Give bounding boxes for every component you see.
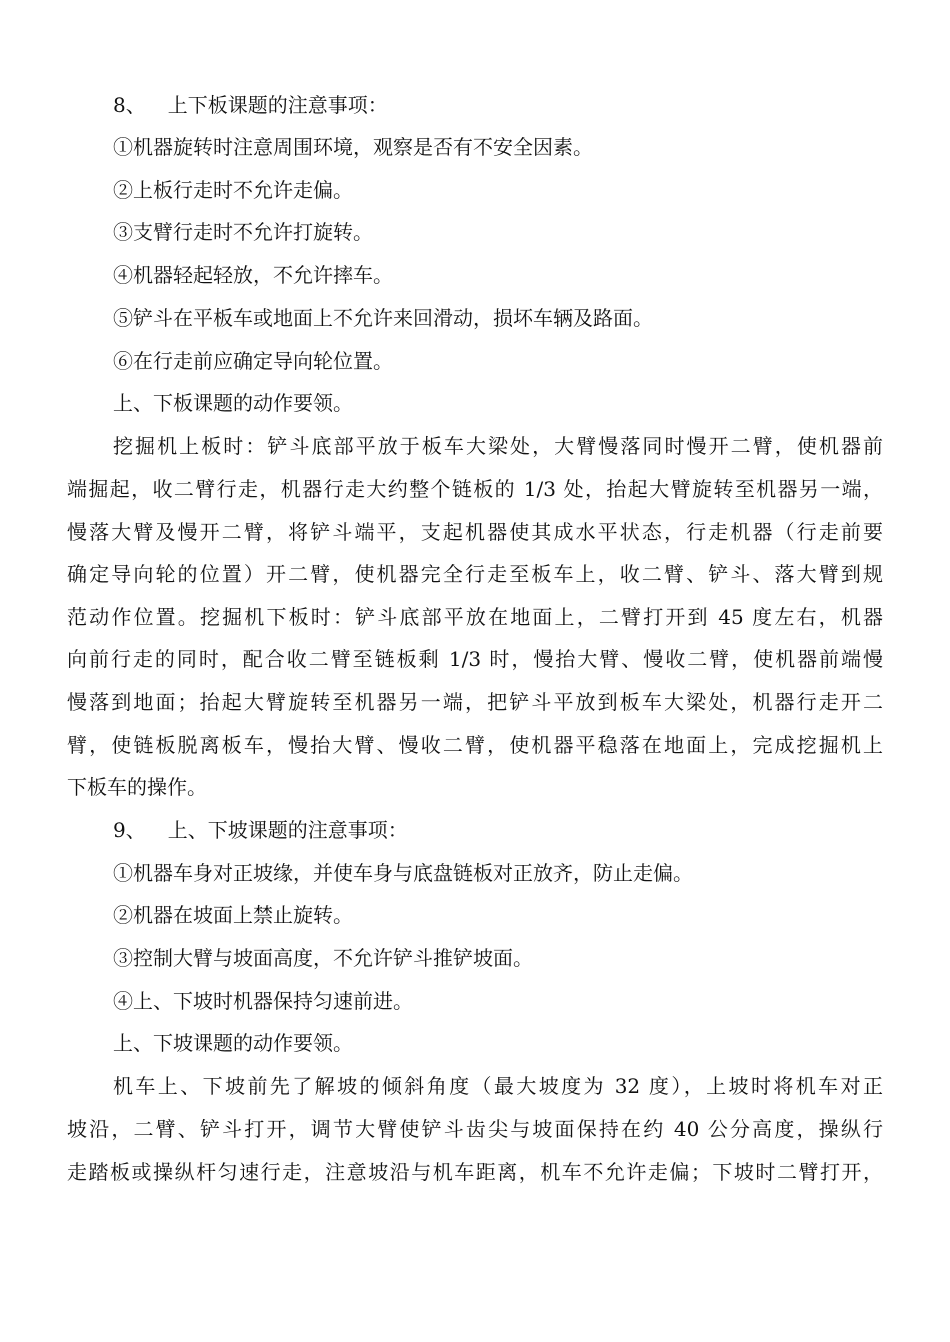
section-8-method-paragraph — [113, 425, 883, 468]
section-8-heading — [113, 84, 388, 127]
section-9-item-4: ④上、下坡时机器保持匀速前进。 — [113, 989, 413, 1013]
section-8-item-2: ②上板行走时不允许走偏。 — [113, 178, 353, 202]
section-9-heading — [113, 809, 408, 852]
section-8-item-5: ⑤铲斗在平板车或地面上不允许来回滑动，损坏车辆及路面。 — [113, 306, 653, 330]
section-9-item-2: ②机器在坡面上禁止旋转。 — [113, 903, 353, 927]
section-9-method-paragraph-cont — [67, 1108, 883, 1193]
section-8-method-title: 上、下板课题的动作要领。 — [113, 391, 353, 415]
paragraph-line: 慢落到地面；抬起大臂旋转至机器另一端，把铲斗平放到板车大梁处，机器行走开二 — [67, 689, 883, 714]
section-8-title: 上下板课题的注意事项： — [167, 93, 388, 117]
section-8-item-6: ⑥在行走前应确定导向轮位置。 — [113, 349, 393, 373]
paragraph-line: 走踏板或操纵杆匀速行走，注意坡沿与机车距离，机车不允许走偏；下坡时二臂打开， — [67, 1159, 883, 1184]
paragraph-line: 坡沿，二臂、铲斗打开，调节大臂使铲斗齿尖与坡面保持在约 40 公分高度，操纵行 — [67, 1117, 883, 1141]
section-9-item-1: ①机器车身对正坡缘，并使车身与底盘链板对正放齐，防止走偏。 — [113, 861, 693, 885]
section-9-item-3: ③控制大臂与坡面高度，不允许铲斗推铲坡面。 — [113, 946, 533, 970]
paragraph-line: 挖掘机上板时：铲斗底部平放于板车大梁处，大臂慢落同时慢开二臂，使机器前 — [113, 434, 883, 458]
paragraph-line: 端掘起，收二臂行走，机器行走大约整个链板的 1/3 处，抬起大臂旋转至机器另一端， — [67, 477, 883, 501]
paragraph-line: 慢落大臂及慢开二臂，将铲斗端平，支起机器使其成水平状态，行走机器（行走前要 — [67, 519, 883, 544]
paragraph-line: 范动作位置。挖掘机下板时：铲斗底部平放在地面上，二臂打开到 45 度左右，机器 — [67, 604, 883, 629]
section-8-method-paragraph-cont — [67, 468, 883, 809]
paragraph-line: 臂，使链板脱离板车，慢抬大臂、慢收二臂，使机器平稳落在地面上，完成挖掘机上 — [67, 732, 883, 757]
section-9-number: 9、 — [113, 818, 146, 842]
section-8-item-1: ①机器旋转时注意周围环境，观察是否有不安全因素。 — [113, 135, 593, 159]
section-8-number: 8、 — [113, 93, 146, 117]
section-8-item-4: ④机器轻起轻放，不允许摔车。 — [113, 263, 393, 287]
section-9-method-title: 上、下坡课题的动作要领。 — [113, 1031, 353, 1055]
paragraph-line: 机车上、下坡前先了解坡的倾斜角度（最大坡度为 32 度），上坡时将机车对正 — [113, 1074, 883, 1098]
paragraph-line: 向前行走的同时，配合收二臂至链板剩 1/3 时，慢抬大臂、慢收二臂，使机器前端慢 — [67, 647, 883, 672]
paragraph-line: 确定导向轮的位置）开二臂，使机器完全行走至板车上，收二臂、铲斗、落大臂到规 — [67, 562, 883, 587]
section-9-title: 上、下坡课题的注意事项： — [167, 818, 408, 842]
paragraph-line: 下板车的操作。 — [67, 775, 207, 800]
section-8-item-3: ③支臂行走时不允许打旋转。 — [113, 220, 373, 244]
section-9-method-paragraph — [113, 1065, 883, 1108]
